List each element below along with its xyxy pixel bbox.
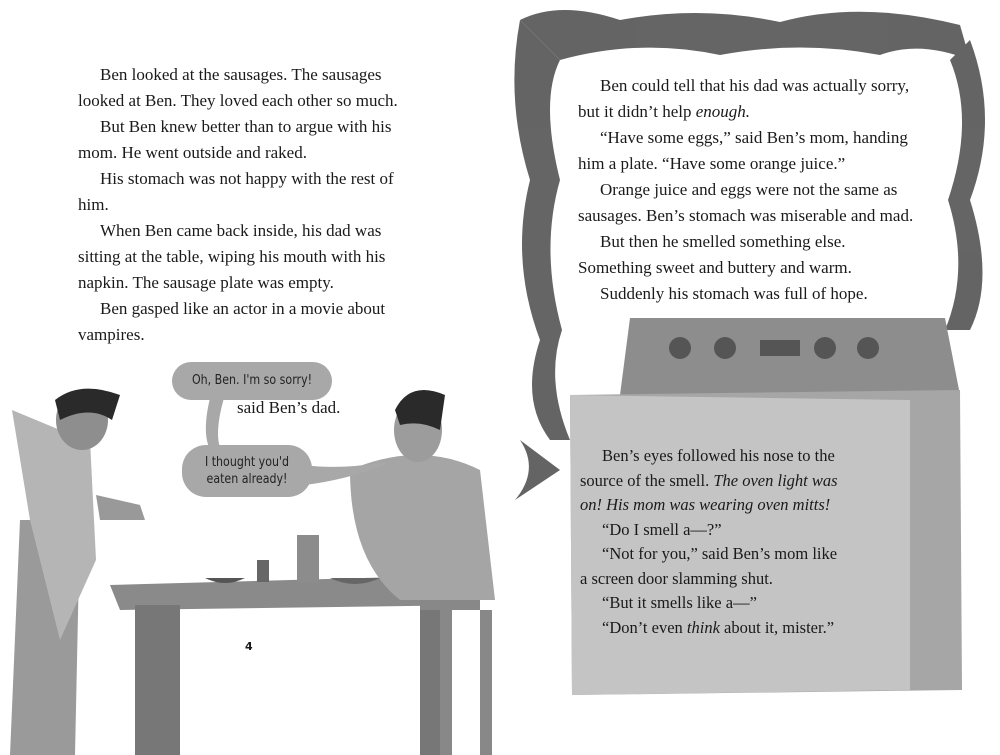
text-line — [580, 444, 838, 469]
text-line — [78, 296, 398, 322]
text-line — [580, 616, 838, 641]
text-line — [580, 567, 838, 592]
text-segment: a screen door slamming shut. — [580, 568, 773, 588]
text-line — [578, 203, 913, 229]
text-line — [578, 177, 913, 203]
knob-icon — [857, 337, 879, 359]
text-line — [578, 151, 913, 177]
text-segment: Ben’s eyes followed his nose to the — [602, 446, 835, 465]
text-segment: “But it smells like a—” — [602, 593, 757, 612]
left-page-text — [78, 62, 398, 348]
right-page-text — [578, 73, 913, 307]
text-line — [580, 542, 838, 567]
text-segment: Suddenly his stomach was full of hope. — [600, 284, 868, 303]
oven-panel-text — [580, 444, 838, 640]
text-segment: looked at Ben. They loved each other so much. — [78, 91, 398, 110]
text-segment: Ben could tell that his dad was actually sorry, — [600, 76, 910, 95]
text-segment: But then he smelled something else. — [600, 232, 846, 251]
text-line — [578, 255, 913, 281]
speech-bubble-eaten — [192, 454, 303, 488]
italic-text: think — [686, 617, 720, 637]
text-line — [78, 244, 398, 270]
text-line — [78, 192, 398, 218]
text-segment: “Don’t even — [602, 617, 687, 637]
right-page — [500, 0, 1000, 755]
text-segment: about it, mister.” — [719, 617, 835, 637]
text-line — [578, 125, 913, 151]
text-segment: When Ben came back inside, his dad was — [100, 221, 382, 240]
text-segment: His stomach was not happy with the rest of — [100, 169, 394, 188]
text-segment: source of the smell. — [580, 470, 714, 490]
text-segment: sausages. Ben’s stomach was miserable and mad. — [578, 206, 914, 225]
text-line — [78, 322, 398, 348]
text-segment: But Ben knew better than to argue with his — [100, 117, 392, 136]
knob-icon — [714, 337, 736, 359]
text-line — [578, 281, 913, 307]
text-line — [580, 469, 838, 494]
text-segment: him a plate. “Have some orange juice.” — [578, 154, 846, 173]
text-segment: mom. He went outside and raked. — [78, 143, 307, 162]
said-caption: said Ben’s dad. — [237, 398, 341, 417]
text-segment: Ben looked at the sausages. The sausages — [100, 65, 382, 84]
text-line — [578, 73, 913, 99]
text-line — [578, 99, 913, 125]
text-line — [578, 229, 913, 255]
text-segment: Ben gasped like an actor in a movie about — [100, 299, 386, 318]
text-segment: sitting at the table, wiping his mouth with his — [78, 247, 386, 266]
text-line — [78, 62, 398, 88]
bubble-line: eaten already! — [206, 472, 288, 487]
text-segment: him. — [78, 195, 109, 214]
text-segment: “Do I smell a—?” — [602, 519, 722, 539]
oven-display — [760, 340, 800, 356]
text-line — [580, 518, 838, 543]
text-segment: “Have some eggs,” said Ben’s mom, handing — [600, 128, 908, 147]
italic-text: The oven light was — [713, 470, 838, 490]
text-line — [78, 166, 398, 192]
text-line — [580, 591, 838, 616]
text-segment: napkin. The sausage plate was empty. — [78, 273, 334, 292]
text-line — [78, 140, 398, 166]
text-segment: Something sweet and buttery and warm. — [578, 258, 852, 277]
italic-text: enough. — [695, 102, 751, 121]
knob-icon — [814, 337, 836, 359]
text-line — [580, 493, 838, 518]
text-segment: but it didn’t help — [578, 102, 696, 121]
text-line — [78, 270, 398, 296]
text-segment: Orange juice and eggs were not the same as — [600, 180, 898, 199]
bubble-line: I thought you'd — [204, 455, 290, 470]
italic-text: on! His mom was wearing oven mitts! — [580, 495, 831, 514]
text-segment: “Not for you,” said Ben’s mom like — [602, 544, 838, 563]
text-line — [78, 218, 398, 244]
speech-bubble-sorry: Oh, Ben. I'm so sorry! — [191, 373, 313, 388]
knob-icon — [669, 337, 691, 359]
text-line — [78, 88, 398, 114]
stove-top — [620, 318, 960, 395]
text-segment: vampires. — [78, 325, 145, 344]
page-number: 4 — [245, 640, 253, 653]
text-line — [78, 114, 398, 140]
